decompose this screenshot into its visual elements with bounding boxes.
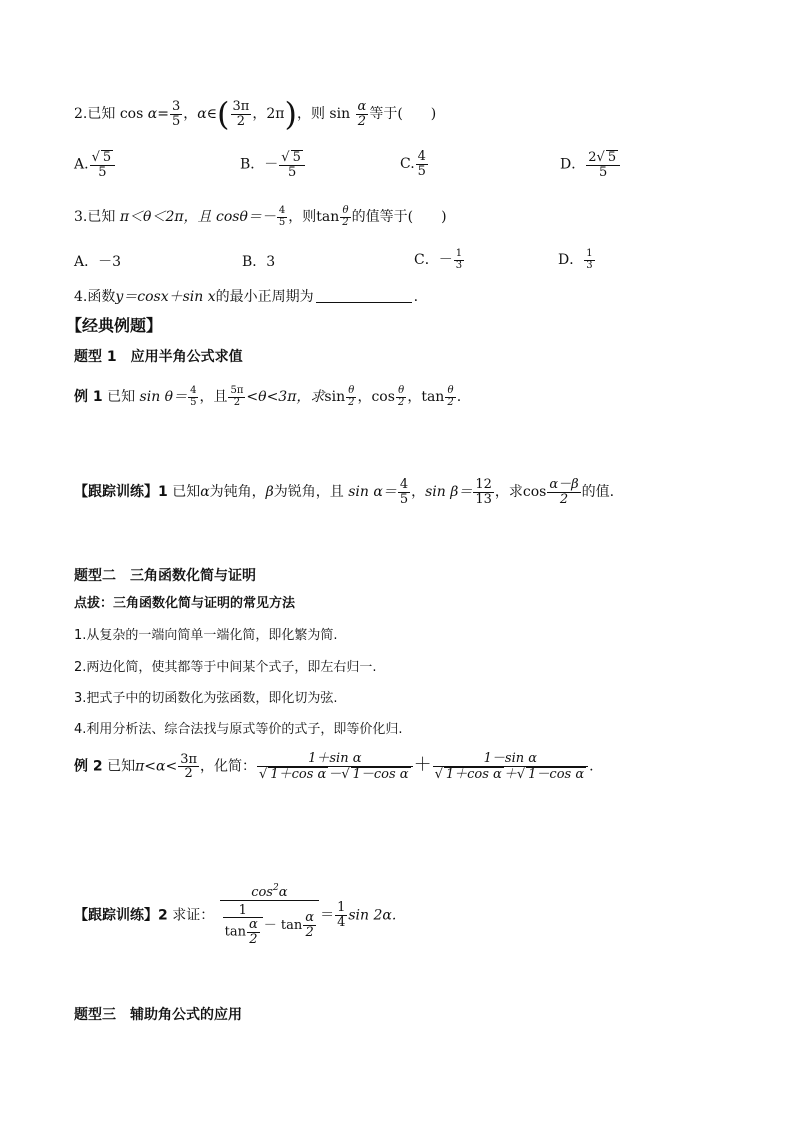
q2-option-b-den: 5	[287, 164, 297, 180]
track-1	[74, 478, 614, 506]
track2-label: 【跟踪训练】2	[74, 907, 168, 924]
ex2-plus: ＋	[413, 754, 432, 776]
track1-sep: ，	[411, 484, 426, 501]
ex1-pre: 已知	[107, 389, 136, 405]
q2-int-frac	[231, 100, 252, 128]
q3-option-c-frac	[454, 249, 464, 271]
tip-item-3: 3.把式子中的切函数化为弦函数，即化切为弦.	[74, 691, 338, 706]
track1-tail: 的值.	[581, 484, 615, 501]
ex1-h1	[346, 386, 356, 408]
track1-label: 【跟踪训练】1	[74, 484, 168, 501]
q2-option-d-coef: 2	[588, 150, 597, 165]
ex1-h2-den: 2	[397, 396, 405, 408]
ex2-end: .	[589, 758, 594, 775]
q2-paren-left: (	[217, 95, 230, 133]
ex1-tan-lbl: tan	[421, 389, 445, 405]
q3-tan: tan	[316, 209, 340, 225]
q3-option-c-label: C．	[414, 252, 439, 268]
ex1-h2-num: θ	[396, 386, 406, 398]
q3-frac-den: 5	[278, 216, 286, 228]
track1-fb	[473, 478, 494, 506]
ex2-ask: ，化简：	[200, 758, 257, 775]
ex2-term-1	[257, 752, 413, 781]
track1-beta: β	[265, 484, 274, 501]
q2-sin: sin	[329, 106, 351, 122]
q2-option-d-num: 2√ 5	[586, 150, 620, 166]
q3-option-a-label: A．	[74, 254, 99, 270]
track-2	[74, 884, 396, 947]
q3-prefix: 3.已知	[74, 209, 116, 225]
q3-option-d-frac	[584, 249, 594, 271]
type2-title: 题型二 三角函数化简与证明	[74, 568, 256, 584]
q2-option-d-label: D．	[560, 156, 586, 173]
track1-fb-den: 13	[475, 491, 492, 507]
q3-frac	[277, 206, 287, 228]
q3-option-a	[74, 255, 121, 269]
track2-half	[303, 911, 316, 939]
q2-option-c-num: 4	[417, 149, 426, 164]
q2-option-a-den: 5	[98, 164, 107, 180]
track1-alpha: α	[200, 484, 210, 501]
track2-lhs-num	[220, 884, 319, 901]
q3-option-d	[558, 249, 596, 271]
q2-option-b-sign: －	[264, 156, 279, 173]
ex1-f2-num: 5π	[230, 385, 244, 396]
track1-fa	[398, 478, 410, 506]
q2-option-a-label: A.	[74, 156, 89, 173]
q3-half-num: θ	[340, 206, 350, 218]
ex1-h3	[445, 386, 455, 408]
ex2-frac	[178, 753, 199, 781]
track2-inner-frac	[223, 904, 263, 947]
q2-eq: =	[157, 106, 169, 122]
q3-option-c-num: 1	[455, 248, 463, 259]
q2-option-d-frac	[586, 150, 620, 179]
ex2-d1a: 1＋cos α	[270, 766, 327, 782]
track1-fb-num: 12	[475, 477, 492, 492]
q2-option-d-den: 5	[599, 164, 608, 180]
track2-rhs-den: 4	[337, 914, 346, 930]
ex2-frac-num: 3π	[180, 751, 198, 767]
example-1	[74, 386, 461, 408]
q2-option-a-num: √ 5	[90, 150, 116, 166]
q3-frac-num: 4	[278, 205, 286, 216]
track1-fa-den: 5	[399, 491, 409, 507]
track1-text1: 已知	[172, 484, 201, 501]
q3-option-d-num: 1	[586, 248, 593, 259]
q4-tail: 的最小正周期为	[215, 289, 314, 305]
q2-tail: 等于( )	[369, 106, 437, 122]
track2-inner-one: 1	[223, 904, 263, 919]
q2-half	[356, 100, 369, 128]
question-2	[74, 95, 437, 133]
ex2-d2-op: ＋	[503, 766, 517, 782]
track1-cos: cos	[522, 484, 547, 501]
q2-option-a-root: 5	[102, 150, 112, 165]
q2-option-a	[74, 150, 116, 179]
track2-inner-half-den: 2	[249, 931, 258, 947]
q3-option-a-value: －3	[98, 254, 122, 270]
ex1-sin-lbl: sin	[324, 389, 346, 405]
q2-option-a-frac	[90, 150, 116, 179]
q3-ineq: π＜θ＜2π，且	[119, 209, 212, 225]
q2-half-num: α	[357, 98, 367, 114]
ex1-label: 例 1	[74, 389, 103, 405]
ex2-d1-op: －	[328, 766, 342, 782]
type3-title: 题型三 辅助角公式的应用	[74, 1007, 242, 1023]
track2-text: 求证：	[172, 907, 215, 924]
q4-end: .	[413, 289, 419, 305]
ex1-sep2: ，	[407, 389, 422, 405]
ex2-d1: √ 1＋cos α －√ 1－cos α	[259, 766, 409, 782]
q2-option-c-label: C.	[400, 156, 415, 173]
ex1-f1-den: 5	[190, 396, 197, 408]
ex1-sin: sin θ＝	[139, 389, 188, 405]
track1-sin-a: sin α＝	[348, 484, 397, 501]
track2-inner-den	[223, 918, 263, 946]
track1-fa-num: 4	[399, 477, 409, 492]
track1-sin-b: sin β＝	[425, 484, 473, 501]
track2-lhs	[220, 884, 319, 947]
tip-title: 点拔：三角函数化简与证明的常见方法	[74, 596, 296, 611]
q2-cos: cos	[119, 106, 144, 122]
ex1-f1-num: 4	[190, 385, 197, 396]
q2-int-end: 2π	[266, 106, 285, 122]
q3-cos: cosθ＝－	[216, 209, 276, 225]
question-3	[74, 206, 447, 228]
q2-prefix: 2.已知	[74, 106, 116, 122]
tip-item-1: 1.从复杂的一端向简单一端化简，即化繁为简.	[74, 628, 338, 643]
q2-option-c-frac	[416, 150, 428, 178]
track2-inner-half-num: α	[249, 917, 258, 933]
q3-tail: 的值等于( )	[351, 209, 447, 225]
track2-lhs-den	[220, 901, 319, 947]
q3-half-den: 2	[342, 216, 349, 228]
q2-option-b-label: B．	[240, 156, 265, 173]
track2-half-den: 2	[305, 924, 314, 940]
ex2-d2b: 1－cos α	[528, 766, 585, 782]
track2-inner-tan: tan	[224, 924, 247, 940]
q3-then: ，则	[288, 209, 317, 225]
question-4	[74, 290, 418, 304]
ex1-h3-num: θ	[445, 386, 455, 398]
ex2-d2: √ 1＋cos α ＋√ 1－cos α	[434, 766, 585, 782]
ex2-term-2	[433, 752, 589, 781]
track2-num: cos	[251, 885, 273, 900]
ex1-mid: ，且	[199, 389, 228, 405]
q2-option-c	[400, 150, 429, 178]
q2-option-b-num: √ 5	[279, 150, 305, 166]
q4-prefix: 4.函数	[74, 289, 116, 305]
q2-option-d	[560, 150, 621, 179]
tip-item-4: 4.利用分析法、综合法找与原式等价的式子，即等价化归.	[74, 722, 403, 737]
track2-num-tail: α	[278, 885, 288, 900]
track2-rhs-num: 1	[337, 900, 346, 916]
q2-paren-right: )	[284, 95, 297, 133]
track1-ask: ，求	[494, 484, 523, 501]
ex2-ineq: π<α<	[135, 758, 178, 775]
track2-rhs	[335, 901, 347, 929]
q2-int-den: 2	[236, 113, 246, 129]
q2-frac-num: 3	[171, 98, 181, 114]
q2-in: α∈	[197, 106, 218, 122]
track2-rhs-tail: sin 2α.	[348, 907, 397, 924]
track1-text3: 为锐角，且	[273, 484, 344, 501]
track2-half-num: α	[305, 909, 315, 925]
ex2-n1: 1＋sin α	[257, 752, 413, 767]
track2-inner-half	[247, 918, 260, 946]
q3-option-c	[414, 249, 465, 271]
ex2-d1b: 1－cos α	[352, 766, 409, 782]
q2-option-b-frac	[279, 150, 305, 179]
tip-item-2: 2.两边化简，使其都等于中间某个式子，即左右归一.	[74, 660, 377, 675]
q3-option-b	[242, 255, 275, 269]
q2-frac	[170, 100, 182, 128]
track1-fc-num: α－β	[549, 477, 579, 492]
q2-option-b-root: 5	[292, 150, 301, 165]
q3-option-d-label: D．	[558, 252, 584, 268]
ex1-h1-num: θ	[346, 386, 356, 398]
q3-option-b-value: 3	[266, 254, 276, 270]
ex2-d2a: 1＋cos α	[445, 766, 502, 782]
ex1-f2	[228, 386, 245, 408]
q2-then: ，则	[296, 106, 325, 122]
section-title: 【经典例题】	[66, 316, 163, 335]
q2-half-den: 2	[357, 113, 367, 129]
ex2-frac-den: 2	[184, 766, 193, 782]
ex1-h1-den: 2	[348, 396, 355, 408]
q2-option-c-den: 5	[417, 163, 426, 179]
track1-text2: 为钝角，	[209, 484, 266, 501]
track1-fc-den: 2	[559, 491, 569, 507]
track1-fc	[547, 478, 580, 506]
q3-option-c-den: 3	[455, 259, 463, 271]
q2-int-num: 3π	[232, 98, 250, 114]
q2-int-sep: ，	[252, 106, 267, 122]
q3-half	[340, 206, 350, 228]
type1-title: 题型 1 应用半角公式求值	[74, 349, 243, 365]
ex2-pre: 已知	[107, 758, 136, 775]
example-2	[74, 752, 594, 781]
ex1-f1	[188, 386, 198, 408]
ex1-ineq: <θ<3π，求	[246, 389, 325, 405]
ex1-sep1: ，	[357, 389, 372, 405]
q4-expr: y＝cosx＋sin x	[115, 289, 216, 305]
ex1-cos-lbl: cos	[371, 389, 395, 405]
ex1-end: .	[456, 389, 462, 405]
q3-option-c-sign: －	[438, 252, 453, 268]
ex2-n2: 1－sin α	[433, 752, 589, 767]
q3-option-b-label: B．	[242, 254, 267, 270]
track2-minus-tan: － tan	[263, 917, 303, 933]
q2-option-d-root: 5	[607, 150, 617, 165]
ex1-h3-den: 2	[447, 396, 454, 408]
q2-option-b	[240, 150, 306, 179]
ex1-f2-den: 2	[233, 396, 241, 408]
ex2-label: 例 2	[74, 758, 103, 775]
q2-alpha: α	[147, 106, 158, 122]
q4-answer-blank[interactable]	[316, 302, 412, 303]
q2-comma: ，	[183, 106, 198, 122]
ex1-h2	[396, 386, 406, 408]
q2-frac-den: 5	[171, 113, 181, 129]
track2-num-sup: 2	[272, 883, 279, 893]
q3-option-d-den: 3	[586, 259, 593, 271]
track2-eq: ＝	[320, 907, 335, 924]
